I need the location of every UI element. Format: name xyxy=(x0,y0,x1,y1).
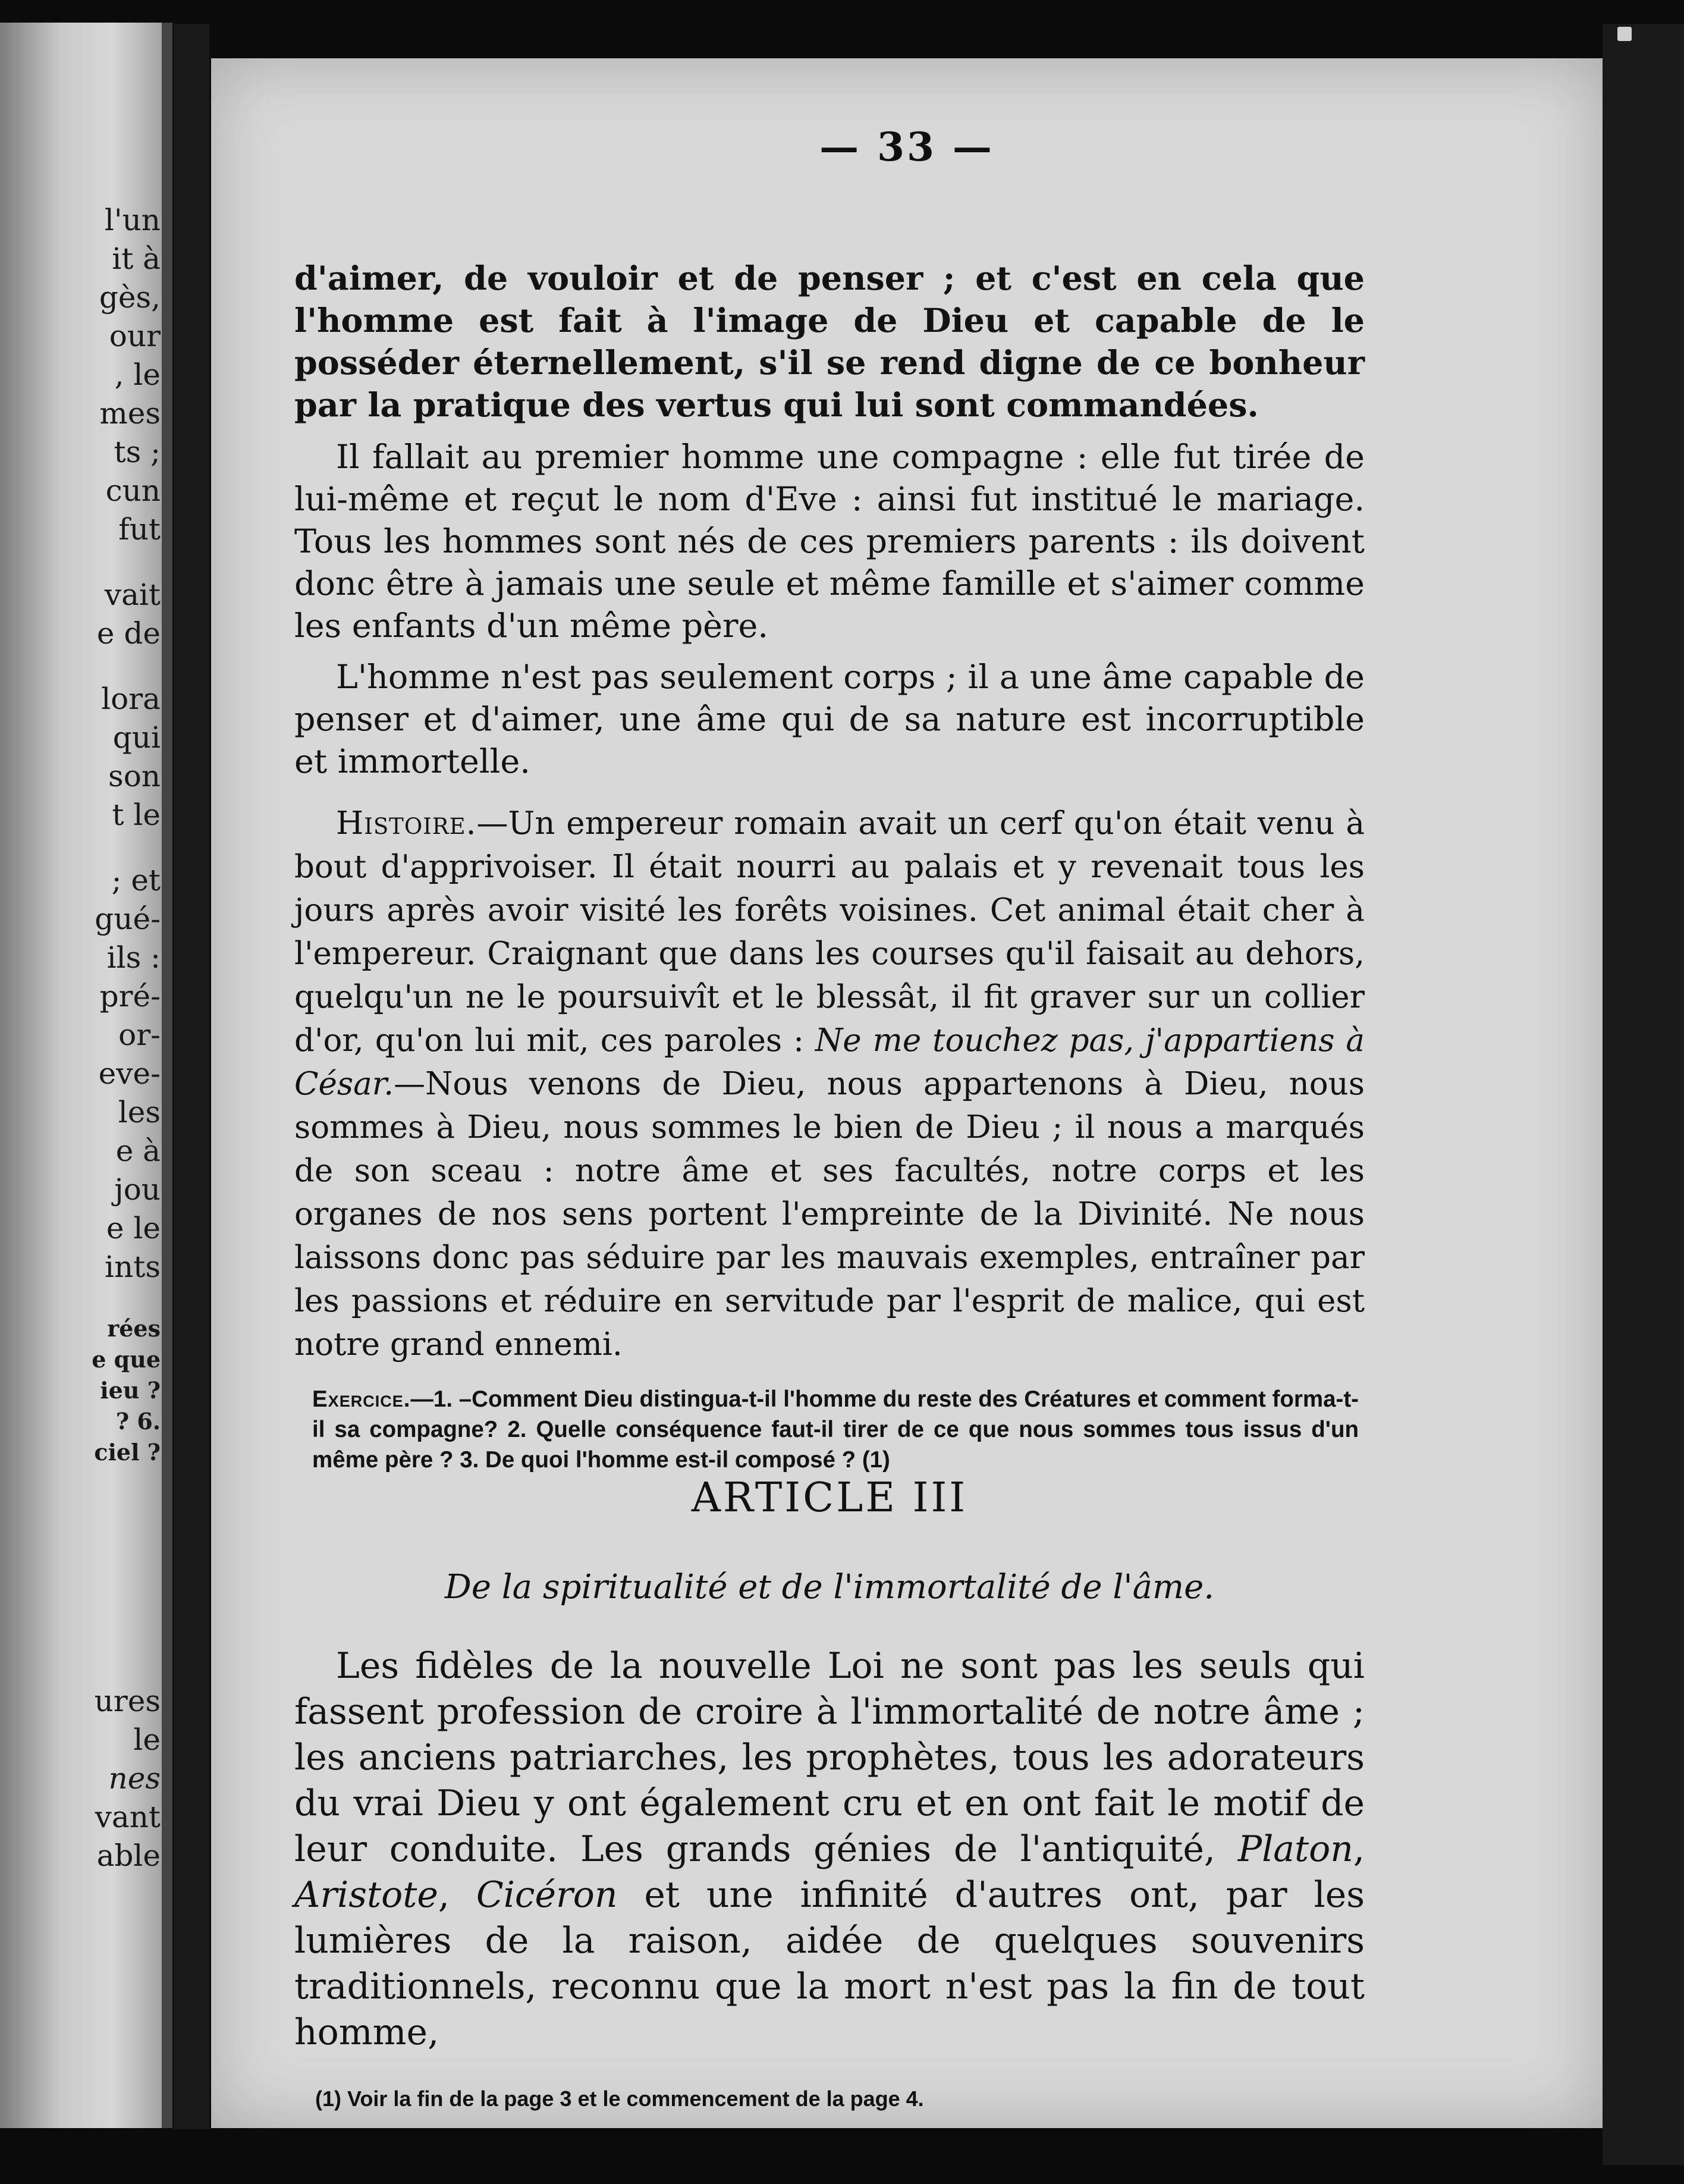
para5-text-start: Les fidèles de la nouvelle Loi ne sont pas les seuls qui fassent profession de croire à l'immortalité de notre âme ; les anciens patriarches, les prophètes, tous les adorateurs du vrai Dieu y ont également cru et en ont fait le motif de leur conduite. Les grands génies de l'antiquité, xyxy=(294,1645,1365,1870)
paragraph-ame: L'homme n'est pas seulement corps ; il a une âme capable de penser et d'aimer, une âme qui de sa nature est incorruptible et immortelle. xyxy=(294,658,1365,781)
left-fragment: son xyxy=(108,759,161,793)
left-fragment: e le xyxy=(106,1211,161,1245)
book-right-edge xyxy=(1603,24,1684,2165)
exercise-text: —1. –Comment Dieu distingua-t-il l'homme du reste des Créatures et comment forma-t-il sa compagne? 2. Quelle conséquence faut-il tirer de ce que nous sommes tous issus d'un même père ? 3. De quoi l'homme est-il composé ? (1) xyxy=(312,1386,1359,1473)
left-page-text-fragments xyxy=(18,201,161,1875)
footnote: (1) Voir la fin de la page 3 et le commencement de la page 4. xyxy=(315,2086,924,2111)
page-number: — 33 — xyxy=(819,124,994,170)
separator: , xyxy=(438,1874,476,1916)
left-fragment: able xyxy=(96,1838,161,1873)
left-gap xyxy=(18,1286,161,1313)
left-fragment: e de xyxy=(96,616,161,651)
left-fragment: vant xyxy=(95,1800,161,1834)
left-gap xyxy=(18,653,161,680)
left-gap xyxy=(18,1468,161,1682)
left-fragment: mes xyxy=(99,396,161,431)
histoire-label: Histoire. xyxy=(336,805,477,842)
left-small-fragment: ciel ? xyxy=(94,1439,161,1466)
left-fragment: ts ; xyxy=(114,435,161,469)
left-fragment: nes xyxy=(108,1761,161,1796)
name-ciceron: Cicéron xyxy=(476,1874,618,1916)
paragraph-compagne: Il fallait au premier homme une compagne : elle fut tirée de lui-même et reçut le nom d'Eve : ainsi fut institué le mariage. Tous les hommes sont nés de ces premiers parents : ils doivent donc être à jamais une seule et même famille et s'aimer comme les enfants d'un même père. xyxy=(294,438,1365,645)
left-small-fragment: ? 6. xyxy=(115,1408,161,1435)
histoire-quote: Ne me touchez pas, j'appartiens à César. xyxy=(294,1022,1365,1102)
histoire-text-start: —Un empereur romain avait un cerf qu'on était venu à bout d'apprivoiser. Il était nourri au palais et y revenait tous les jours après avoir visité les forêts voisines. Cet animal était cher à l'empereur. Craignant que dans les courses qu'il faisait au dehors, quelqu'un ne le poursuivît et le blessât, il fit graver sur un collier d'or, qu'on lui mit, ces paroles : xyxy=(294,805,1365,1059)
left-fragment: or- xyxy=(118,1018,161,1052)
histoire-text-end: —Nous venons de Dieu, nous appartenons à Dieu, nous sommes à Dieu, nous sommes le bien de Dieu ; il nous a marqués de son sceau : notre âme et ses facultés, notre corps et les organes de nos sens portent l'empreinte de la Divinité. Ne nous laissons donc pas séduire par les mauvais exemples, entraîner par les passions et réduire en servitude par l'esprit de malice, qui est notre grand ennemi. xyxy=(294,1066,1365,1363)
left-fragment: ures xyxy=(94,1684,161,1718)
left-fragment: eve- xyxy=(98,1056,161,1091)
left-fragment: ; et xyxy=(111,863,161,898)
name-platon: Platon xyxy=(1237,1828,1353,1870)
article-heading: ARTICLE III xyxy=(691,1474,968,1521)
left-gap xyxy=(18,834,161,861)
left-fragment: gué- xyxy=(95,902,161,936)
separator: , xyxy=(1353,1828,1365,1870)
article-subtitle: De la spiritualité et de l'immortalité de l'âme. xyxy=(444,1568,1215,1606)
left-fragment: e à xyxy=(115,1134,161,1168)
left-small-fragment: rées xyxy=(107,1315,161,1342)
paragraph-continuation: d'aimer, de vouloir et de penser ; et c'est en cela que l'homme est fait à l'image de Dieu et capable de le posséder éternellement, s'il se rend digne de ce bonheur par la pratique des vertus qui lui sont commandées. xyxy=(294,259,1365,425)
left-fragment: , le xyxy=(114,357,161,392)
left-fragment: t le xyxy=(112,798,161,832)
left-small-fragment: ieu ? xyxy=(100,1377,161,1404)
left-fragment: vait xyxy=(104,578,161,612)
left-small-fragment: e que xyxy=(92,1346,161,1373)
left-page-fragment xyxy=(0,23,172,2128)
left-fragment: le xyxy=(133,1722,161,1757)
paragraph-immortalite xyxy=(294,1643,1365,2056)
left-page-edge xyxy=(162,23,172,2128)
left-fragment: it à xyxy=(112,241,161,276)
left-fragment: fut xyxy=(118,512,161,547)
left-fragment: our xyxy=(109,319,161,353)
left-fragment: pré- xyxy=(99,979,161,1013)
exercise-label: Exercice. xyxy=(312,1386,411,1412)
paragraph-histoire xyxy=(294,802,1365,1366)
name-aristote: Aristote xyxy=(294,1874,438,1916)
exercise-block xyxy=(312,1384,1359,1475)
book-spine-shadow xyxy=(174,24,209,2129)
left-fragment: ints xyxy=(105,1250,161,1284)
left-fragment: qui xyxy=(112,720,161,755)
left-fragment: ils : xyxy=(106,940,161,975)
left-fragment: l'un xyxy=(104,203,161,237)
left-fragment: lora xyxy=(101,682,161,716)
left-fragment: jou xyxy=(114,1172,161,1207)
para5-text-end: et une infinité d'autres ont, par les lumières de la raison, aidée de quelques souvenirs traditionnels, reconnu que la mort n'est pas la fin de tout homme, xyxy=(294,1874,1365,2053)
main-page xyxy=(211,58,1603,2128)
left-fragment: gès, xyxy=(99,280,161,315)
left-fragment: cun xyxy=(105,473,161,508)
corner-mark xyxy=(1617,27,1632,41)
left-gap xyxy=(18,549,161,576)
left-fragment: les xyxy=(118,1095,161,1129)
